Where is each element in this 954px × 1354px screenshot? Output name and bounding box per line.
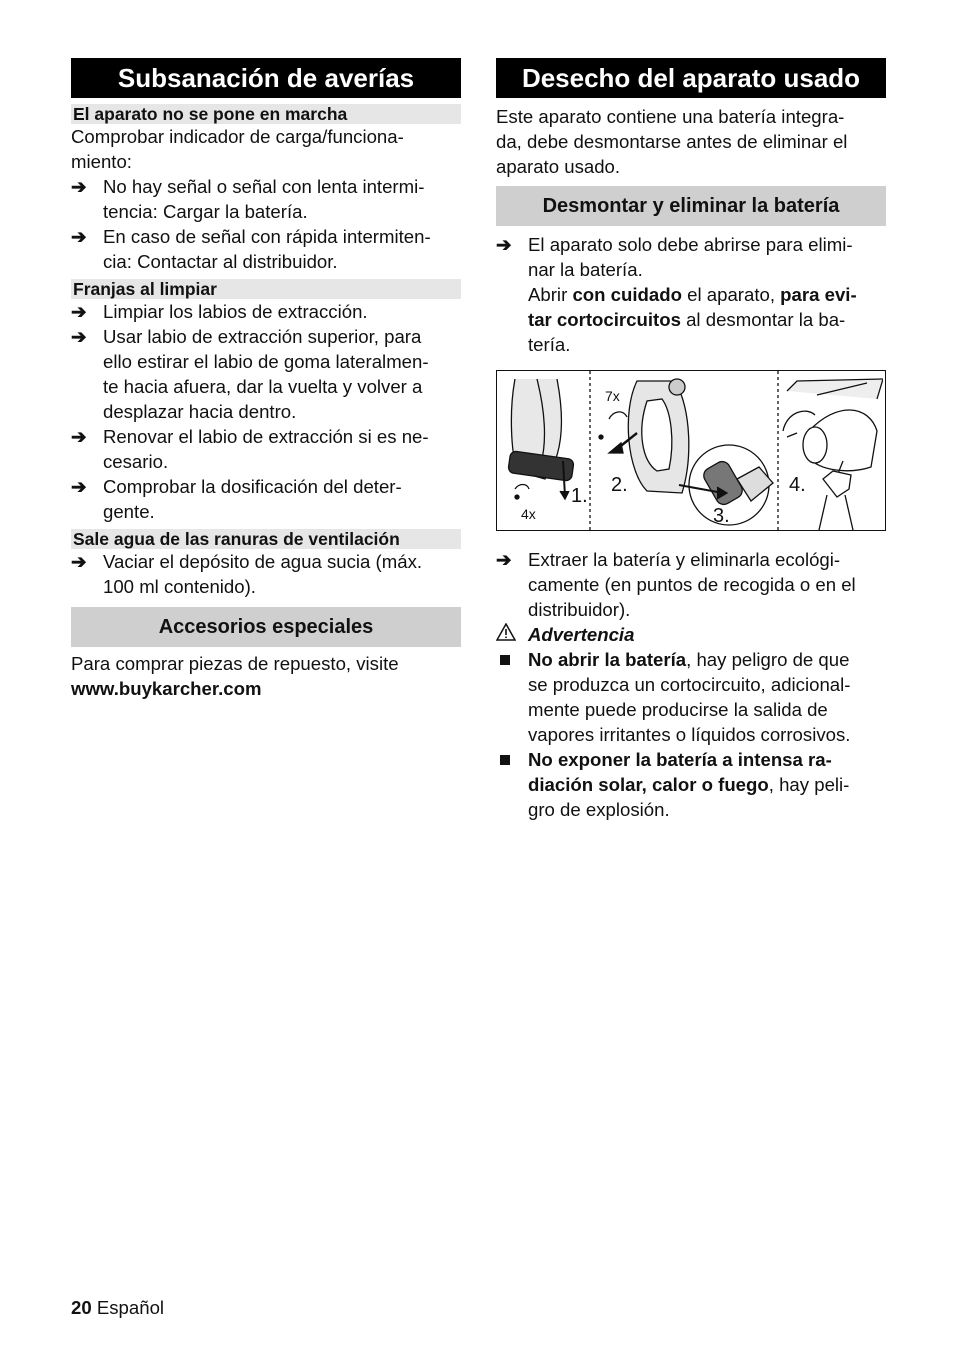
arrow-right-icon: ➔ xyxy=(496,234,512,255)
text-line: se produzca un cortocircuito, adicional- xyxy=(528,674,851,695)
text-line: El aparato solo debe abrirse para elimi- xyxy=(528,234,853,255)
text-line: 100 ml contenido). xyxy=(103,576,256,597)
list-item xyxy=(71,224,461,274)
text-line: Vaciar el depósito de agua sucia (máx. xyxy=(103,551,423,572)
figure-label-step3: 3. xyxy=(713,505,730,527)
figure-label-step1: 1. xyxy=(571,485,588,507)
text-line: No hay señal o señal con lenta intermi- xyxy=(103,176,425,197)
text-line: tería. xyxy=(528,334,571,355)
list-item xyxy=(71,549,461,599)
square-bullet-icon xyxy=(500,655,510,665)
text-line: Este aparato contiene una batería integra- xyxy=(496,106,845,127)
warning-item xyxy=(496,747,886,822)
list-item xyxy=(71,174,461,224)
text-line xyxy=(528,282,886,307)
bold-span: para evi- xyxy=(780,284,857,305)
text-line: gro de explosión. xyxy=(528,799,670,820)
warning-heading xyxy=(496,622,886,647)
page-number: 20 xyxy=(71,1297,92,1318)
text-line: Comprobar indicador de carga/funciona- xyxy=(71,126,404,147)
arrow-right-icon: ➔ xyxy=(71,301,87,322)
subsection-title-battery: Desmontar y eliminar la batería xyxy=(496,186,886,226)
text-line: cesario. xyxy=(103,451,169,472)
square-bullet-icon xyxy=(500,755,510,765)
list-item xyxy=(496,232,886,357)
arrow-right-icon: ➔ xyxy=(71,476,87,497)
text-span: , hay peligro de que xyxy=(686,649,850,670)
list-item xyxy=(496,547,886,622)
list-item xyxy=(71,474,461,524)
text-span: , hay peli- xyxy=(768,774,850,795)
figure-label-4x: 4x xyxy=(521,506,536,522)
subheading-water-leak: Sale agua de las ranuras de ventilación xyxy=(71,529,461,549)
text-line: vapores irritantes o líquidos corrosivos. xyxy=(528,724,851,745)
subheading-streaks: Franjas al limpiar xyxy=(71,279,461,299)
text-line: miento: xyxy=(71,151,132,172)
text-span: al desmontar la ba- xyxy=(680,309,846,330)
text-line: Comprobar la dosificación del deter- xyxy=(103,476,402,497)
text-line: Limpiar los labios de extracción. xyxy=(103,301,368,322)
section-title-disposal: Desecho del aparato usado xyxy=(496,58,886,98)
text-line: gente. xyxy=(103,501,155,522)
text-line: Para comprar piezas de repuesto, visite xyxy=(71,653,399,674)
arrow-right-icon: ➔ xyxy=(71,426,87,447)
text-line: desplazar hacia dentro. xyxy=(103,401,297,422)
text-line: Extraer la batería y eliminarla ecológi- xyxy=(528,549,841,570)
text-line xyxy=(528,772,886,797)
warning-item xyxy=(496,647,886,747)
text-line: aparato usado. xyxy=(496,156,621,177)
arrow-right-icon: ➔ xyxy=(71,176,87,197)
list-item xyxy=(71,299,461,324)
bold-span: tar cortocircuitos xyxy=(528,309,681,330)
battery-removal-figure xyxy=(496,370,886,531)
footer-language: Español xyxy=(96,1297,165,1318)
left-column xyxy=(71,58,461,701)
bold-span: diación solar, calor o fuego xyxy=(528,774,769,795)
text-span: Abrir xyxy=(528,284,573,305)
list-item xyxy=(71,424,461,474)
figure-label-step2: 2. xyxy=(611,474,628,496)
text-line: te hacia afuera, dar la vuelta y volver a xyxy=(103,376,423,397)
battery-removal-illustration xyxy=(497,371,883,530)
bold-span: con cuidado xyxy=(572,284,682,305)
text-line: distribuidor). xyxy=(528,599,631,620)
figure-label-7x: 7x xyxy=(605,388,620,404)
figure-label-step4: 4. xyxy=(789,474,806,496)
right-column xyxy=(496,58,886,822)
section-title-troubleshooting: Subsanación de averías xyxy=(71,58,461,98)
arrow-right-icon: ➔ xyxy=(496,549,512,570)
list-item xyxy=(71,324,461,424)
text-line: cia: Contactar al distribuidor. xyxy=(103,251,338,272)
text-line: Renovar el labio de extracción si es ne- xyxy=(103,426,429,447)
text-line xyxy=(528,307,886,332)
text-span: el aparato, xyxy=(681,284,781,305)
subheading-no-start: El aparato no se pone en marcha xyxy=(71,104,461,124)
text-line: En caso de señal con rápida intermiten- xyxy=(103,226,431,247)
text-line: ello estirar el labio de goma lateralmen- xyxy=(103,351,429,372)
text-line: camente (en puntos de recogida o en el xyxy=(528,574,856,595)
warning-triangle-icon xyxy=(496,622,520,647)
text-line: tencia: Cargar la batería. xyxy=(103,201,308,222)
arrow-right-icon: ➔ xyxy=(71,551,87,572)
bold-span: No abrir la batería xyxy=(528,649,687,670)
text-line: No exponer la batería a intensa ra- xyxy=(528,749,832,770)
website-link[interactable]: www.buykarcher.com xyxy=(71,678,262,699)
warning-label: Advertencia xyxy=(528,624,635,645)
text-line: mente puede producirse la salida de xyxy=(528,699,828,720)
page-footer xyxy=(71,1297,164,1319)
section-title-accessories: Accesorios especiales xyxy=(71,607,461,647)
text-line: da, debe desmontarse antes de eliminar el xyxy=(496,131,848,152)
arrow-right-icon: ➔ xyxy=(71,326,87,347)
text-line xyxy=(528,647,886,672)
text-line: Usar labio de extracción superior, para xyxy=(103,326,422,347)
text-line: nar la batería. xyxy=(528,259,643,280)
arrow-right-icon: ➔ xyxy=(71,226,87,247)
